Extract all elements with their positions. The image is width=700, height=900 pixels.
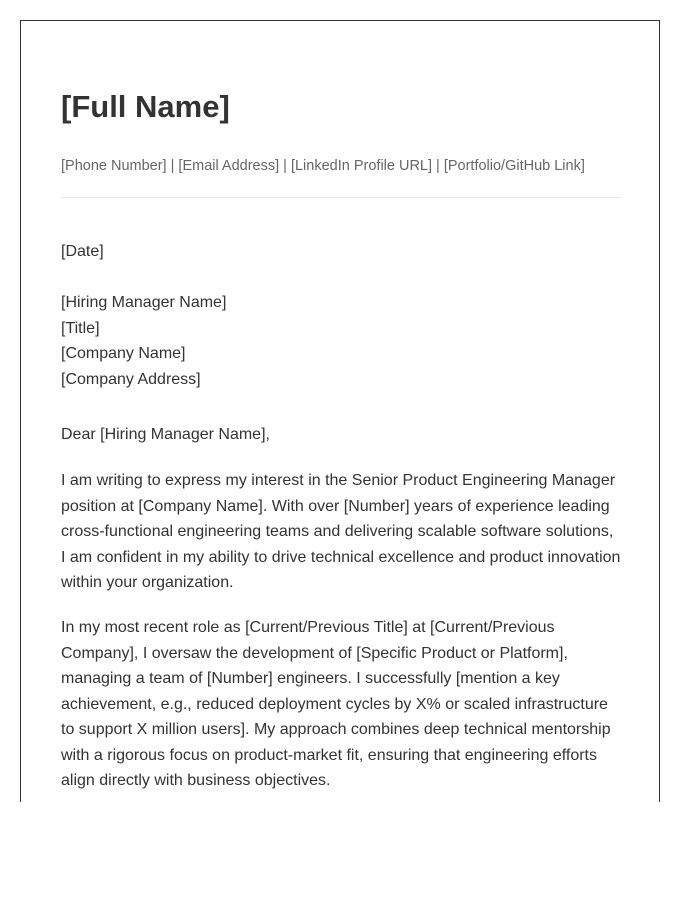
- recipient-title: [Title]: [61, 319, 100, 337]
- header-divider: [61, 197, 621, 198]
- recipient-block: [61, 290, 621, 392]
- recipient-name: [Hiring Manager Name]: [61, 294, 227, 311]
- recipient-company: [Company Name]: [61, 345, 186, 362]
- full-name-heading: [Full Name]: [61, 89, 230, 124]
- letter-date: [Date]: [61, 243, 104, 260]
- contact-info-line: [Phone Number] | [Email Address] | [LinkedIn Profile URL] | [Portfolio/GitHub Link]: [61, 158, 585, 174]
- body-paragraph-2: In my most recent role as [Current/Previous Title] at [Current/Previous Company], I oversaw the development of [Specific Product or Platform], managing a team of [Number] engineers. I successfully [mention a key achievement, e.g., reduced deployment cycles by X% or scaled infrastructure to support X million users]. My approach combines deep technical mentorship with a rigorous focus on product-market fit, ensuring that engineering efforts align directly with business objectives.: [61, 619, 611, 789]
- salutation: Dear [Hiring Manager Name],: [61, 426, 270, 443]
- body-paragraph-1: I am writing to express my interest in the Senior Product Engineering Manager position at [Company Name]. With over [Number] years of experience leading cross-functional engineering teams and delivering scalable software solutions, I am confident in my ability to drive technical excellence and product innovation within your organization.: [61, 472, 621, 591]
- document-page: [20, 20, 660, 802]
- recipient-address: [Company Address]: [61, 370, 201, 388]
